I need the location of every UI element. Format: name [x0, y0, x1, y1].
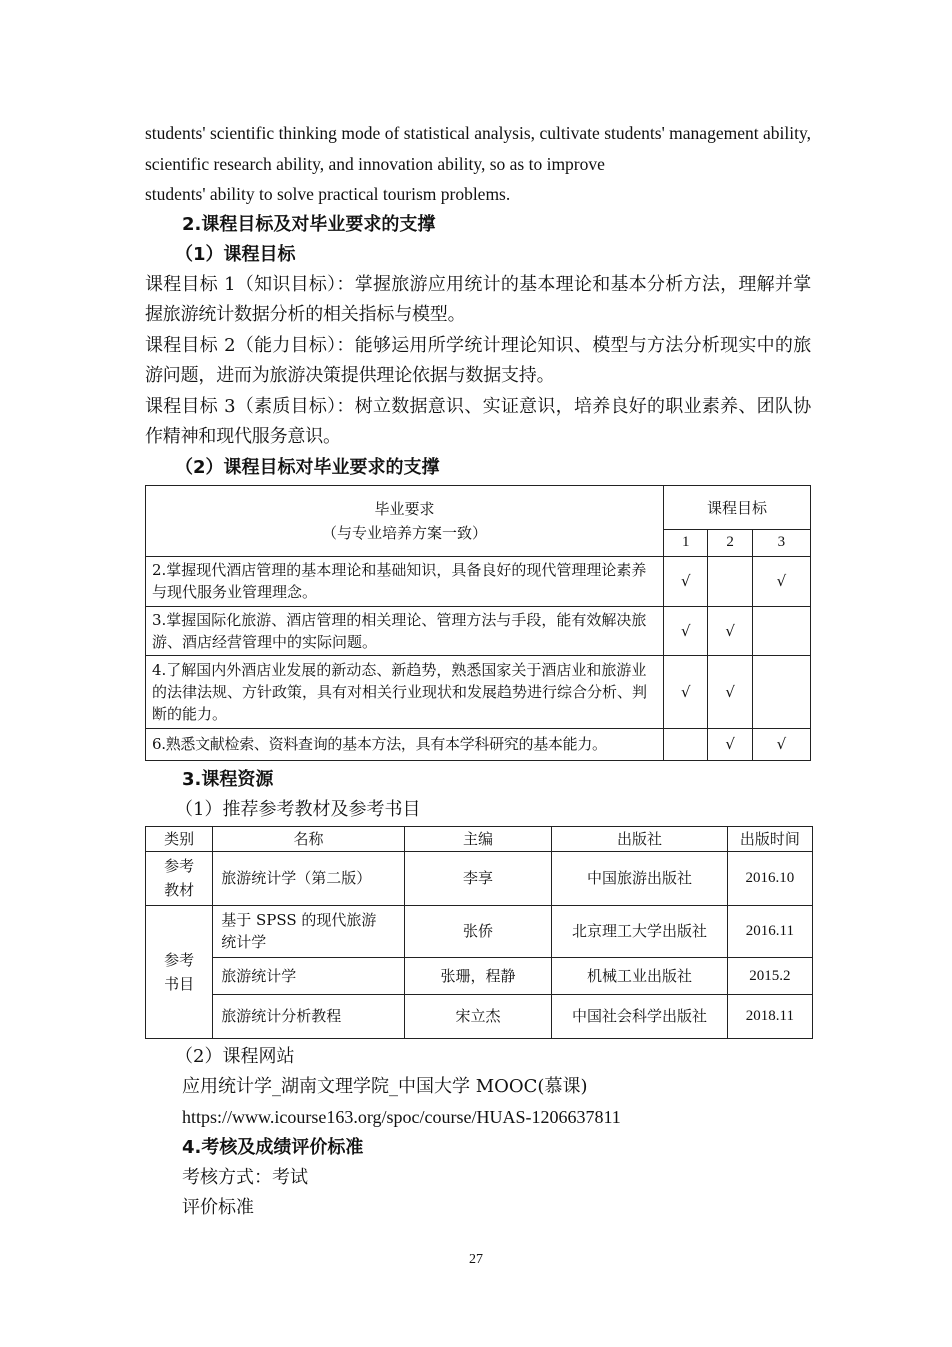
support-mark: √ — [664, 556, 708, 606]
requirement-text: 6.熟悉文献检索、资料查询的基本方法，具有本学科研究的基本能力。 — [146, 728, 664, 760]
book-publisher: 中国旅游出版社 — [552, 851, 728, 905]
book-date: 2016.11 — [727, 905, 812, 957]
book-title: 旅游统计学（第二版） — [213, 851, 405, 905]
book-title: 旅游统计学 — [213, 957, 405, 994]
book-editor: 宋立杰 — [404, 994, 551, 1038]
table-row — [146, 994, 813, 1038]
book-publisher: 中国社会科学出版社 — [552, 994, 728, 1038]
intro-paragraph-end: students' ability to solve practical tourism problems. — [145, 184, 511, 204]
goal-support-table — [145, 485, 811, 761]
header-req-note: （与专业培养方案一致） — [322, 523, 488, 542]
book-title: 旅游统计分析教程 — [213, 994, 405, 1038]
book-date: 2015.2 — [727, 957, 812, 994]
references-subheading: （1）推荐参考教材及参考书目 — [175, 798, 421, 820]
course-goals-subheading: （1）课程目标 — [175, 243, 296, 265]
table-row — [146, 957, 813, 994]
book-title: 基于 SPSS 的现代旅游统计学 — [213, 905, 405, 957]
requirement-text: 2.掌握现代酒店管理的基本理论和基础知识，具备良好的现代管理理论素养与现代服务业管理理念。 — [146, 556, 664, 606]
table-row — [146, 606, 811, 655]
table-row — [146, 851, 813, 905]
category-textbook-label: 参考教材 — [164, 857, 195, 899]
col-header-editor: 主编 — [404, 826, 551, 851]
category-books — [146, 905, 213, 1038]
section-2-heading: 2.课程目标及对毕业要求的支撑 — [182, 213, 436, 235]
support-mark: √ — [664, 655, 708, 728]
book-editor: 张珊，程静 — [404, 957, 551, 994]
support-mark — [664, 728, 708, 760]
col-header-date: 出版时间 — [727, 826, 812, 851]
section-3-heading: 3.课程资源 — [182, 768, 274, 790]
page-number: 27 — [469, 1252, 483, 1267]
document-page — [145, 118, 811, 1224]
header-course-goals: 课程目标 — [664, 485, 811, 529]
header-req-label: 毕业要求 — [374, 499, 435, 518]
references-table — [145, 826, 813, 1039]
requirement-text: 3.掌握国际化旅游、酒店管理的相关理论、管理方法与手段，能有效解决旅游、酒店经营管理中的实际问题。 — [146, 606, 664, 655]
requirement-text: 4.了解国内外酒店业发展的新动态、新趋势，熟悉国家关于酒店业和旅游业的法律法规、方针政策，具有对相关行业现状和发展趋势进行综合分析、判断的能力。 — [146, 655, 664, 728]
support-mark — [708, 556, 752, 606]
support-mark: √ — [708, 655, 752, 728]
goal-support-subheading: （2）课程目标对毕业要求的支撑 — [175, 456, 440, 478]
assessment-method: 考核方式：考试 — [182, 1166, 308, 1188]
table-row — [146, 728, 811, 760]
course-site-name: 应用统计学_湖南文理学院_中国大学 MOOC(慕课) — [182, 1075, 588, 1097]
goal-col-1: 1 — [664, 529, 708, 556]
category-textbook — [146, 851, 213, 905]
table-row — [146, 655, 811, 728]
intro-paragraph: students' scientific thinking mode of statistical analysis, cultivate students' management ability, scientific research ability, and innovation ability, so as to improve — [145, 123, 811, 174]
course-goal-3: 课程目标 3（素质目标）：树立数据意识、实证意识，培养良好的职业素养、团队协作精神和现代服务意识。 — [145, 395, 811, 447]
course-site-url[interactable]: https://www.icourse163.org/spoc/course/HUAS-1206637811 — [182, 1107, 621, 1127]
course-goal-2: 课程目标 2（能力目标）：能够运用所学统计理论知识、模型与方法分析现实中的旅游问题，进而为旅游决策提供理论依据与数据支持。 — [145, 334, 811, 386]
support-mark: √ — [752, 556, 810, 606]
category-books-label: 参考书目 — [164, 950, 195, 993]
support-mark: √ — [752, 728, 810, 760]
col-header-publisher: 出版社 — [552, 826, 728, 851]
table-row — [146, 556, 811, 606]
book-editor: 张侨 — [404, 905, 551, 957]
book-publisher: 北京理工大学出版社 — [552, 905, 728, 957]
goal-col-2: 2 — [708, 529, 752, 556]
book-editor: 李享 — [404, 851, 551, 905]
header-graduation-requirement — [146, 485, 664, 556]
table-row — [146, 905, 813, 957]
col-header-category: 类别 — [146, 826, 213, 851]
support-mark — [752, 606, 810, 655]
section-4-heading: 4.考核及成绩评价标准 — [182, 1136, 364, 1158]
support-mark — [752, 655, 810, 728]
book-date: 2016.10 — [727, 851, 812, 905]
goal-col-3: 3 — [752, 529, 810, 556]
col-header-title: 名称 — [213, 826, 405, 851]
support-mark: √ — [664, 606, 708, 655]
book-date: 2018.11 — [727, 994, 812, 1038]
book-publisher: 机械工业出版社 — [552, 957, 728, 994]
evaluation-criteria: 评价标准 — [182, 1197, 254, 1218]
website-subheading: （2）课程网站 — [175, 1045, 295, 1067]
support-mark: √ — [708, 606, 752, 655]
course-goal-1: 课程目标 1（知识目标）：掌握旅游应用统计的基本理论和基本分析方法，理解并掌握旅游统计数据分析的相关指标与模型。 — [145, 273, 811, 325]
support-mark: √ — [708, 728, 752, 760]
